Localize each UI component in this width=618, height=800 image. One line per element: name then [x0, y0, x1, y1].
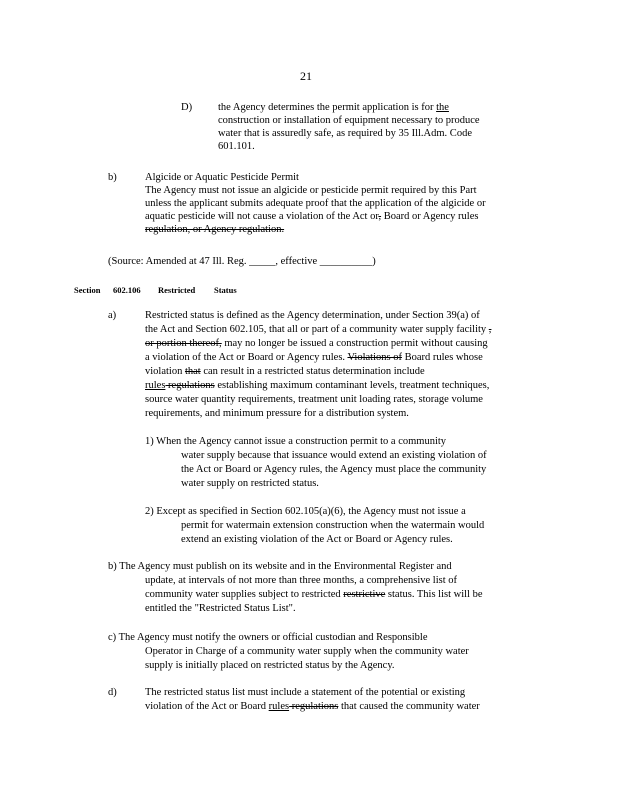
sub2-line1: 2) Except as specified in Section 602.105(a)(6), the Agency must not issue a	[145, 506, 466, 517]
algicide-title: Algicide or Aquatic Pesticide Permit	[145, 172, 299, 183]
b-list-line4: entitled the "Restricted Status List".	[145, 603, 296, 614]
sub1-line2: water supply because that issuance would extend an existing violation of	[181, 450, 487, 461]
sub2-line2: permit for watermain extension construction when the watermain would	[181, 520, 485, 531]
b-list-line3: community water supplies subject to restricted restrictive status. This list will be	[145, 589, 483, 600]
section-label: Section	[74, 285, 101, 295]
a-item-line3: or portion thereof, may no longer be issued a construction permit without causing	[145, 338, 488, 349]
c-item-line1: c) The Agency must notify the owners or official custodian and Responsible	[108, 632, 428, 643]
d-item-line4: 601.101.	[218, 141, 255, 152]
a-item-line4: a violation of the Act or Board or Agency rules. Violations of Board rules whose	[145, 352, 483, 363]
c-item-line2: Operator in Charge of a community water supply when the community water	[145, 646, 469, 657]
sub1-line1: 1) When the Agency cannot issue a construction permit to a community	[145, 436, 447, 447]
a-item-line1: Restricted status is defined as the Agency determination, under Section 39(a) of	[145, 310, 480, 321]
sub2-line3: extend an existing violation of the Act or Board or Agency rules.	[181, 534, 453, 545]
algicide-line3: aquatic pesticide will not cause a violation of the Act or, Board or Agency rules	[145, 211, 479, 222]
a-item-line7: source water quantity requirements, treatment unit loading rates, storage volume	[145, 394, 483, 405]
b-list-line2: update, at intervals of not more than three months, a comprehensive list of	[145, 575, 457, 586]
a-item-line5: violation that can result in a restricted status determination include	[145, 366, 425, 377]
b-list-line1: b) The Agency must publish on its website and in the Environmental Register and	[108, 561, 452, 572]
c-item-line3: supply is initially placed on restricted status by the Agency.	[145, 660, 395, 671]
algicide-line1: The Agency must not issue an algicide or pesticide permit required by this Part	[145, 185, 477, 196]
source-note: (Source: Amended at 47 Ill. Reg. _____, effective __________)	[108, 256, 376, 267]
item-label-a: a)	[108, 310, 117, 321]
a-item-line8: requirements, and minimum pressure for a distribution system.	[145, 408, 409, 419]
d2-item-line2: violation of the Act or Board rules regulations that caused the community water	[145, 701, 480, 712]
sub1-line4: water supply on restricted status.	[181, 478, 319, 489]
algicide-line4-struck: regulation, or Agency regulation.	[145, 224, 285, 235]
section-number: 602.106	[113, 285, 141, 295]
d-item-line1: the Agency determines the permit application is for the	[218, 102, 449, 113]
section-title-1: Restricted	[158, 285, 196, 295]
item-label-b: b)	[108, 172, 117, 183]
d-item-line2: construction or installation of equipment necessary to produce	[218, 115, 480, 126]
item-label-d2: d)	[108, 687, 117, 698]
item-label-d: D)	[181, 102, 193, 113]
a-item-line2: the Act and Section 602.105, that all or part of a community water supply facility ,	[145, 324, 492, 335]
a-item-line6: rules regulations establishing maximum contaminant levels, treatment techniques,	[145, 380, 490, 391]
page-number: 21	[300, 69, 312, 83]
d-item-line3: water that is assuredly safe, as required by 35 Ill.Adm. Code	[218, 128, 472, 139]
d2-item-line1: The restricted status list must include a statement of the potential or existing	[145, 687, 466, 698]
section-title-2: Status	[214, 285, 237, 295]
sub1-line3: the Act or Board or Agency rules, the Agency must place the community	[181, 464, 487, 475]
algicide-line2: unless the applicant submits adequate proof that the application of the algicide or	[145, 198, 486, 209]
